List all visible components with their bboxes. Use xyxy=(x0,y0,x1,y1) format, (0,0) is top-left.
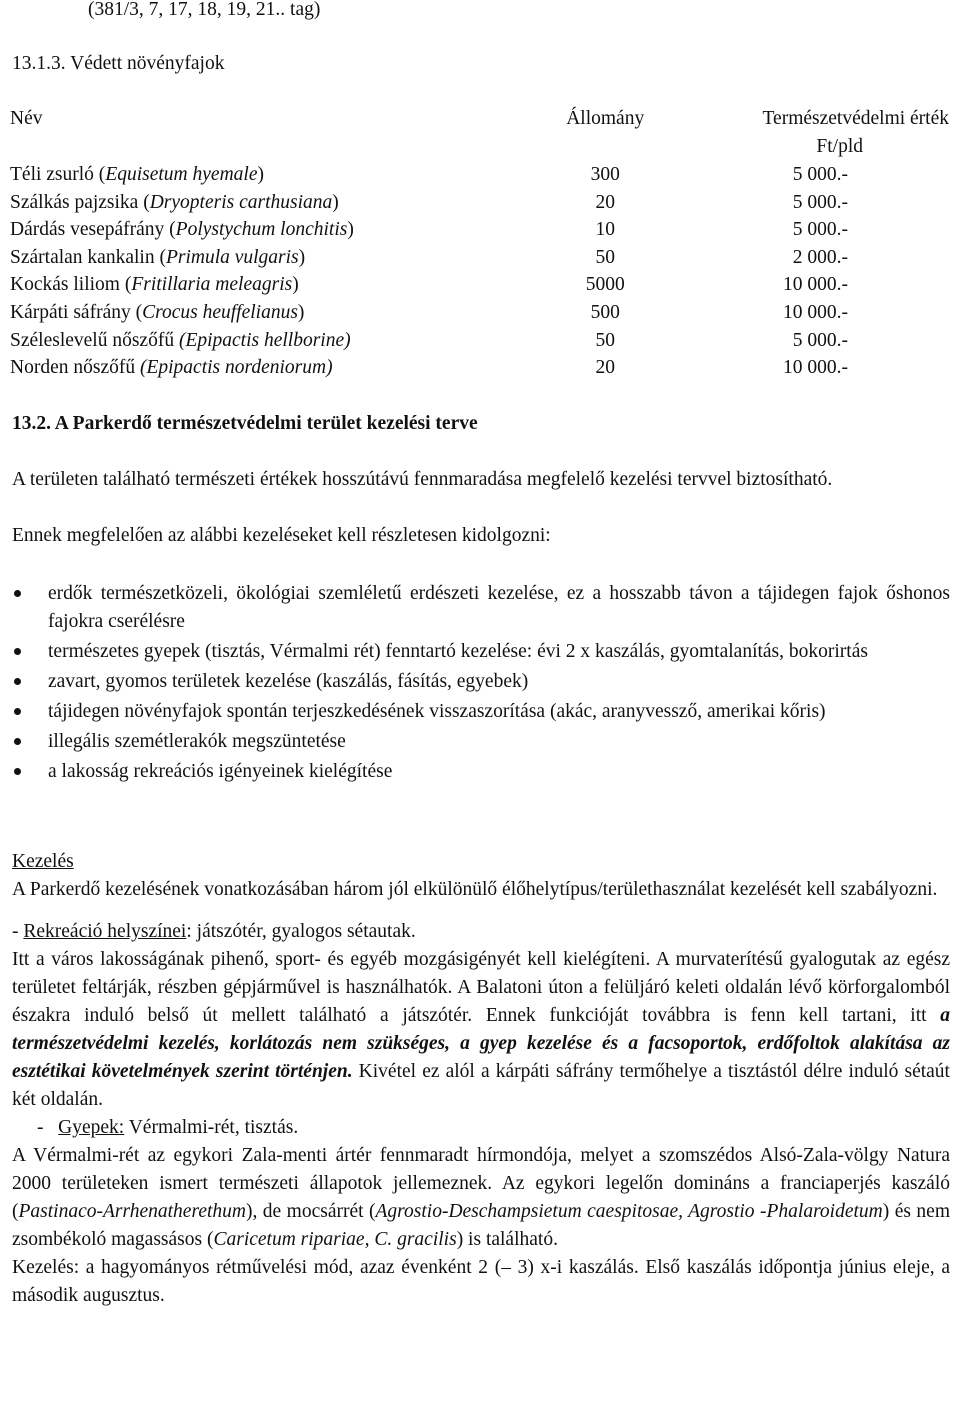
species-quantity: 50 xyxy=(595,246,615,268)
species-name xyxy=(2,271,510,299)
species-latin-name: (Epipactis nordeniorum) xyxy=(139,357,333,379)
species-latin-name: Polystychum lonchitis xyxy=(175,219,348,241)
gyepek-dash: - xyxy=(37,1117,59,1138)
vermalmi-latin-2: Agrostio-Deschampsietum caespitosae, Agrostio -Phalaroidetum xyxy=(375,1201,883,1222)
species-latin-name: (Epipactis hellborine) xyxy=(178,329,351,351)
species-quantity: 500 xyxy=(590,301,620,323)
header-value xyxy=(698,101,957,161)
species-common-name: Téli zsurló ( xyxy=(10,164,106,185)
intro-paragraph-2: Ennek megfelelően az alábbi kezeléseket kell részletesen kidolgozni: xyxy=(12,525,551,546)
header-name: Név xyxy=(10,108,43,129)
table-row xyxy=(2,271,957,299)
species-value: 5 000.- xyxy=(792,329,848,351)
rekreacio-paragraph xyxy=(12,946,950,1114)
species-quantity: 20 xyxy=(595,357,615,379)
table-row xyxy=(2,216,957,244)
vermalmi-text-3: ) és nem zsombékoló magassásos ( xyxy=(12,1201,950,1250)
list-item: a lakosság rekreációs igényeinek kielégítése xyxy=(12,758,950,786)
species-name xyxy=(2,189,510,217)
kezeles-heading: Kezelés xyxy=(12,851,74,872)
species-name xyxy=(2,161,510,189)
vermalmi-text-1: A Vérmalmi-rét az egykori Zala-menti ártér fennmaradt hírmondója, melyet a szomszédos Alsó-Zala-völgy Natura 2000 területeken ismert természeti állapotok jellemeznek. Az egykori legelőn domináns a franciaperjés kaszáló ( xyxy=(12,1145,950,1222)
species-value-cell xyxy=(698,244,957,272)
list-item: illegális szemétlerakók megszüntetése xyxy=(12,728,950,756)
species-value: 5 000.- xyxy=(792,191,848,213)
table-row xyxy=(2,327,957,355)
species-paren: ) xyxy=(297,301,305,323)
vermalmi-text-2: ), de mocsárrét ( xyxy=(245,1201,376,1222)
species-value: 2 000.- xyxy=(792,246,848,268)
document-body xyxy=(12,848,950,1310)
species-value: 10 000.- xyxy=(782,274,848,296)
gyepek-line xyxy=(12,1114,950,1142)
section-heading-13-1-3: 13.1.3. Védett növényfajok xyxy=(12,53,225,74)
table-row xyxy=(2,299,957,327)
species-value-cell xyxy=(698,271,957,299)
species-value: 5 000.- xyxy=(792,219,848,241)
table-row xyxy=(2,244,957,272)
species-value-cell xyxy=(698,354,957,382)
header-value-line2: Ft/pld xyxy=(816,136,863,157)
species-value-cell xyxy=(698,161,957,189)
species-name xyxy=(2,327,510,355)
vermalmi-latin-3: Caricetum ripariae, C. gracilis xyxy=(213,1229,457,1250)
protected-species-table xyxy=(2,101,957,382)
species-value-cell xyxy=(698,189,957,217)
species-quantity: 10 xyxy=(595,219,615,241)
header-quantity: Állomány xyxy=(566,108,645,129)
species-common-name: Dárdás vesepáfrány ( xyxy=(10,219,176,241)
table-header-row xyxy=(2,101,957,161)
list-item: zavart, gyomos területek kezelése (kaszálás, fásítás, egyebek) xyxy=(12,668,950,696)
species-value: 5 000.- xyxy=(792,164,848,185)
species-paren: ) xyxy=(292,274,299,296)
species-value-cell xyxy=(698,216,957,244)
species-latin-name: Dryopteris carthusiana xyxy=(149,191,333,213)
species-paren: ) xyxy=(298,246,306,268)
species-name xyxy=(2,299,510,327)
species-common-name: Kockás liliom ( xyxy=(10,274,132,296)
rekreacio-text-1: Itt a város lakosságának pihenő, sport- és egyéb mozgásigényét kell kielégíteni. A murvaterítésű gyalogutak az egész területet feltárják, részben gépjárművel is használhatók. A Balatoni úton a felüljáró keleti oldalán lévő körforgalomból északra induló belső út mellett található a játszótér. Ennek funkcióját továbbra is fenn kell tartani, itt xyxy=(12,949,950,1026)
management-task-list xyxy=(12,580,950,788)
species-common-name: Szártalan kankalin ( xyxy=(10,246,166,268)
species-common-name: Széleslevelű nőszőfű xyxy=(10,329,179,351)
species-latin-name: Fritillaria meleagris xyxy=(131,274,293,296)
vermalmi-latin-1: Pastinaco-Arrhenatherethum xyxy=(18,1201,246,1222)
species-value: 10 000.- xyxy=(782,357,848,379)
table-row xyxy=(2,161,957,189)
table-row xyxy=(2,189,957,217)
species-name xyxy=(2,244,510,272)
species-quantity: 300 xyxy=(590,164,620,185)
intro-paragraph: A területen található természeti értékek hosszútávú fennmaradása megfelelő kezelési tervvel biztosítható. xyxy=(12,469,833,490)
species-common-name: Szálkás pajzsika ( xyxy=(10,191,150,213)
header-value-line1: Természetvédelmi érték xyxy=(762,108,949,129)
rekreacio-dash: - xyxy=(12,921,24,942)
reference-text: (381/3, 7, 17, 18, 19, 21.. tag) xyxy=(88,0,321,20)
kezeles-last-paragraph: Kezelés: a hagyományos rétművelési mód, azaz évenként 2 (– 3) x-i kaszálás. Első kaszálás időpontja június eleje, a második augusztus. xyxy=(12,1257,950,1306)
species-value-cell xyxy=(698,299,957,327)
species-name xyxy=(2,354,510,382)
table-row xyxy=(2,354,957,382)
gyepek-rest: Vérmalmi-rét, tisztás. xyxy=(124,1117,299,1138)
rekreacio-text-bold: a természetvédelmi kezelés, korlátozás nem szükséges, a gyep kezelése és a facsoportok, erdőfoltok alakítása az esztétikai követelmények szerint történjen. xyxy=(12,1005,950,1082)
list-item: erdők természetközeli, ökológiai szemléletű erdészeti kezelése, ez a hosszabb távon a tájidegen fajok őshonos fajokra cserélésre xyxy=(12,580,950,636)
list-item: természetes gyepek (tisztás, Vérmalmi rét) fenntartó kezelése: évi 2 x kaszálás, gyomtalanítás, bokorirtás xyxy=(12,638,950,666)
species-quantity: 5000 xyxy=(585,274,625,296)
species-quantity: 50 xyxy=(595,329,615,351)
species-latin-name: Crocus heuffelianus xyxy=(142,301,298,323)
vermalmi-text-4: ) is található. xyxy=(456,1229,558,1250)
species-latin-name: Equisetum hyemale xyxy=(105,164,258,185)
species-value-cell xyxy=(698,327,957,355)
vermalmi-paragraph xyxy=(12,1142,950,1254)
species-latin-name: Primula vulgaris xyxy=(165,246,299,268)
kezeles-paragraph: A Parkerdő kezelésének vonatkozásában három jól elkülönülő élőhelytípus/területhasználat kezelését kell szabályozni. xyxy=(12,879,938,900)
rekreacio-line xyxy=(12,918,950,946)
species-common-name: Norden nőszőfű xyxy=(10,357,140,379)
gyepek-label: Gyepek: xyxy=(58,1117,125,1138)
rekreacio-rest: : játszótér, gyalogos sétautak. xyxy=(186,921,416,942)
section-heading-13-2: 13.2. A Parkerdő természetvédelmi terület kezelési terve xyxy=(12,413,478,434)
species-paren: ) xyxy=(332,191,339,213)
species-paren: ) xyxy=(347,219,354,241)
species-paren: ) xyxy=(257,164,264,185)
species-name xyxy=(2,216,510,244)
rekreacio-text-2: Kivétel ez alól a kárpáti sáfrány termőhelye a tisztástól délre induló sétaút két oldalán. xyxy=(12,1061,950,1110)
rekreacio-label: Rekreáció helyszínei xyxy=(23,921,187,942)
species-value: 10 000.- xyxy=(782,301,848,323)
species-quantity: 20 xyxy=(595,191,615,213)
species-common-name: Kárpáti sáfrány ( xyxy=(10,301,143,323)
list-item: tájidegen növényfajok spontán terjeszkedésének visszaszorítása (akác, aranyvessző, amerikai kőris) xyxy=(12,698,950,726)
